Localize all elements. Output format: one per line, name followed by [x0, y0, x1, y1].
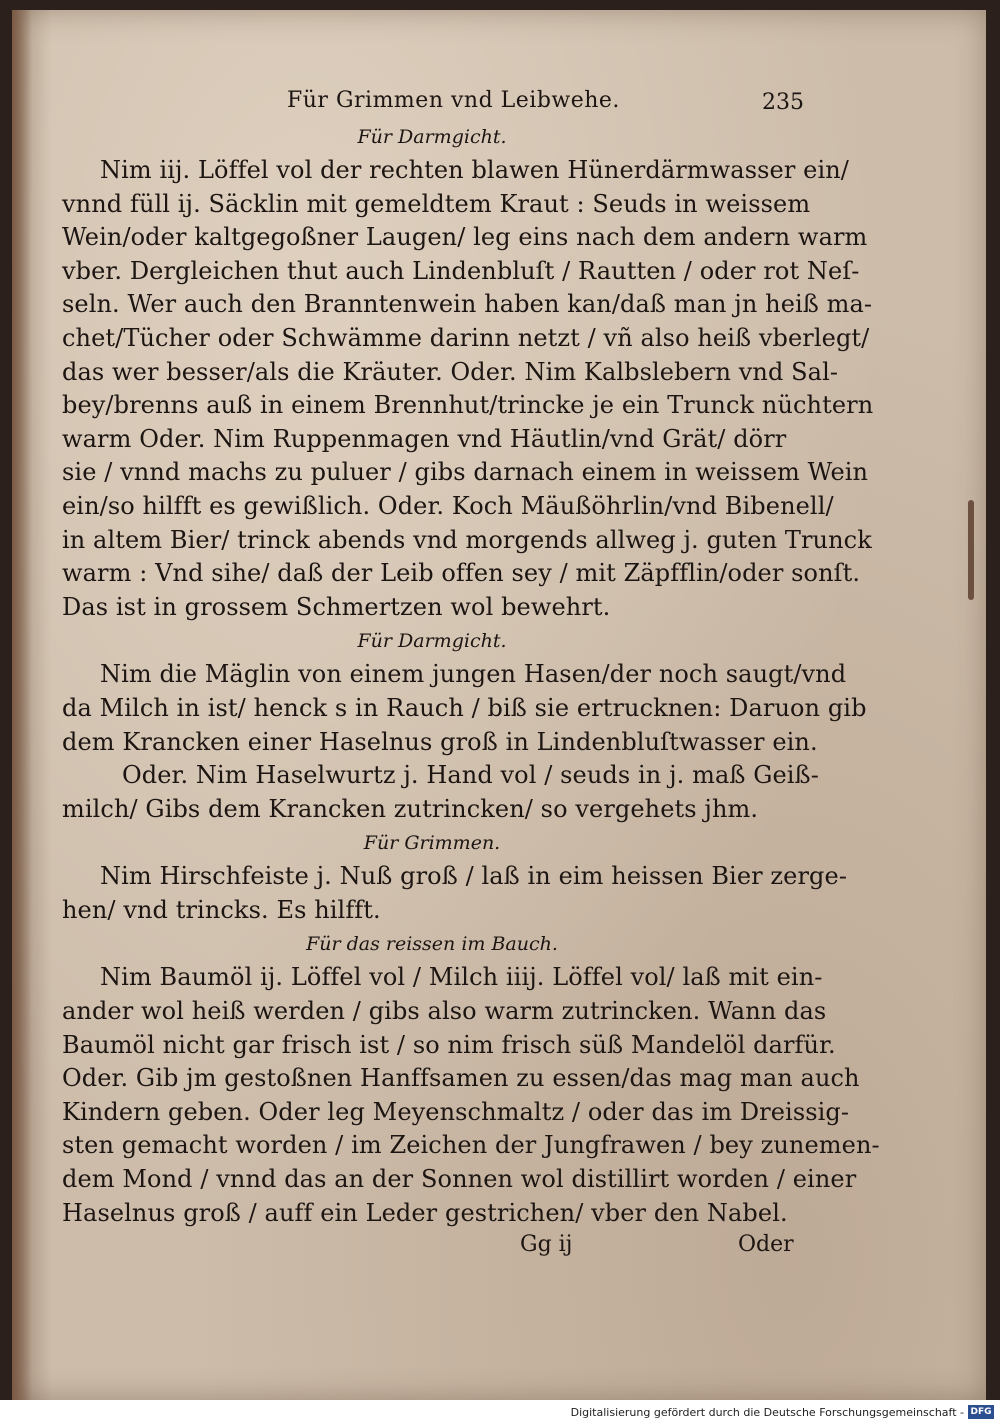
section-heading: Für Grimmen.	[363, 832, 501, 855]
text-line: sten gemacht worden / im Zeichen der Jungfrawen / bey zunemen-	[62, 1131, 880, 1160]
text-line: ander wol heiß werden / gibs also warm zutrincken. Wann das	[62, 997, 827, 1026]
text-line: ein/so hilfft es gewißlich. Oder. Koch Mäußöhrlin/vnd Bibenell/	[62, 491, 834, 520]
text-line: Nim Baumöl ij. Löffel vol / Milch iiij. Löffel vol/ laß mit ein-	[100, 963, 823, 992]
text-line: chet/Tücher oder Schwämme darinn netzt / vñ also heiß vberlegt/	[62, 323, 870, 352]
text-line: hen/ vnd trincks. Es hilfft.	[62, 895, 381, 924]
text-line: vnnd füll ij. Säcklin mit gemeldtem Kraut : Seuds in weissem	[62, 189, 811, 218]
text-line: warm : Vnd sihe/ daß der Leib offen sey / mit Zäpfflin/oder sonſt.	[62, 559, 861, 588]
text-line: vber. Dergleichen thut auch Lindenbluſt / Rautten / oder rot Neſ-	[62, 256, 860, 285]
text-line: Oder. Gib jm gestoßnen Hanffsamen zu essen/das mag man auch	[62, 1064, 860, 1093]
text-line: warm Oder. Nim Ruppenmagen vnd Häutlin/vnd Grät/ dörr	[62, 424, 787, 453]
text-line: Haselnus groß / auff ein Leder gestrichen/ vber den Nabel.	[62, 1198, 788, 1227]
text-line: seln. Wer auch den Branntenwein haben kan/daß man jn heiß ma-	[62, 290, 873, 319]
page-header	[62, 88, 802, 120]
text-line: bey/brenns auß in einem Brennhut/trincke je ein Trunck nüchtern	[62, 391, 874, 420]
text-line: Das ist in grossem Schmertzen wol bewehrt.	[62, 592, 611, 621]
catchword: Oder	[738, 1232, 794, 1258]
digitization-footer	[0, 1400, 1000, 1424]
text-line: Wein/oder kaltgegoßner Laugen/ leg eins nach dem andern warm	[62, 223, 868, 252]
page-text	[62, 88, 880, 1266]
dfg-logo: DFG	[968, 1405, 994, 1419]
section-heading: Für das reissen im Bauch.	[306, 933, 558, 956]
text-line: Nim die Mäglin von einem jungen Hasen/der noch saugt/vnd	[100, 660, 847, 689]
funding-notice: Digitalisierung gefördert durch die Deutsche Forschungsgemeinschaft -	[570, 1406, 964, 1419]
signature-mark: Gg ij	[520, 1232, 573, 1258]
text-line: dem Krancken einer Haselnus groß in Lindenbluſtwasser ein.	[62, 727, 818, 756]
text-line: sie / vnnd machs zu puluer / gibs darnach einem in weissem Wein	[62, 458, 869, 487]
section-heading: Für Darmgicht.	[357, 126, 507, 148]
text-line: da Milch in ist/ henck s in Rauch / biß sie ertrucknen: Daruon gib	[62, 693, 867, 722]
section-heading: Für Darmgicht.	[357, 630, 507, 653]
page-gutter-shadow	[12, 10, 32, 1400]
text-line: Kindern geben. Oder leg Meyenschmaltz / oder das im Dreissig-	[62, 1097, 850, 1126]
text-line: das wer besser/als die Kräuter. Oder. Nim Kalbslebern vnd Sal-	[62, 357, 839, 386]
page-edge-mark	[968, 500, 974, 600]
text-line: Nim iij. Löffel vol der rechten blawen Hünerdärmwasser ein/	[100, 156, 849, 184]
page-number: 235	[762, 90, 804, 115]
text-line: Baumöl nicht gar frisch ist / so nim frisch süß Mandelöl darfür.	[62, 1030, 836, 1059]
text-line: dem Mond / vnnd das an der Sonnen wol distillirt worden / einer	[62, 1165, 857, 1194]
page-footer-marks	[62, 1230, 802, 1266]
text-line: in altem Bier/ trinck abends vnd morgends allweg j. guten Trunck	[62, 525, 872, 554]
text-line: Oder. Nim Haselwurtz j. Hand vol / seuds in j. maß Geiß-	[122, 761, 819, 790]
running-title: Für Grimmen vnd Leibwehe.	[287, 88, 620, 113]
text-line: Nim Hirschfeiste j. Nuß groß / laß in eim heissen Bier zerge-	[100, 862, 848, 891]
text-line: milch/ Gibs dem Krancken zutrincken/ so vergehets jhm.	[62, 794, 759, 823]
